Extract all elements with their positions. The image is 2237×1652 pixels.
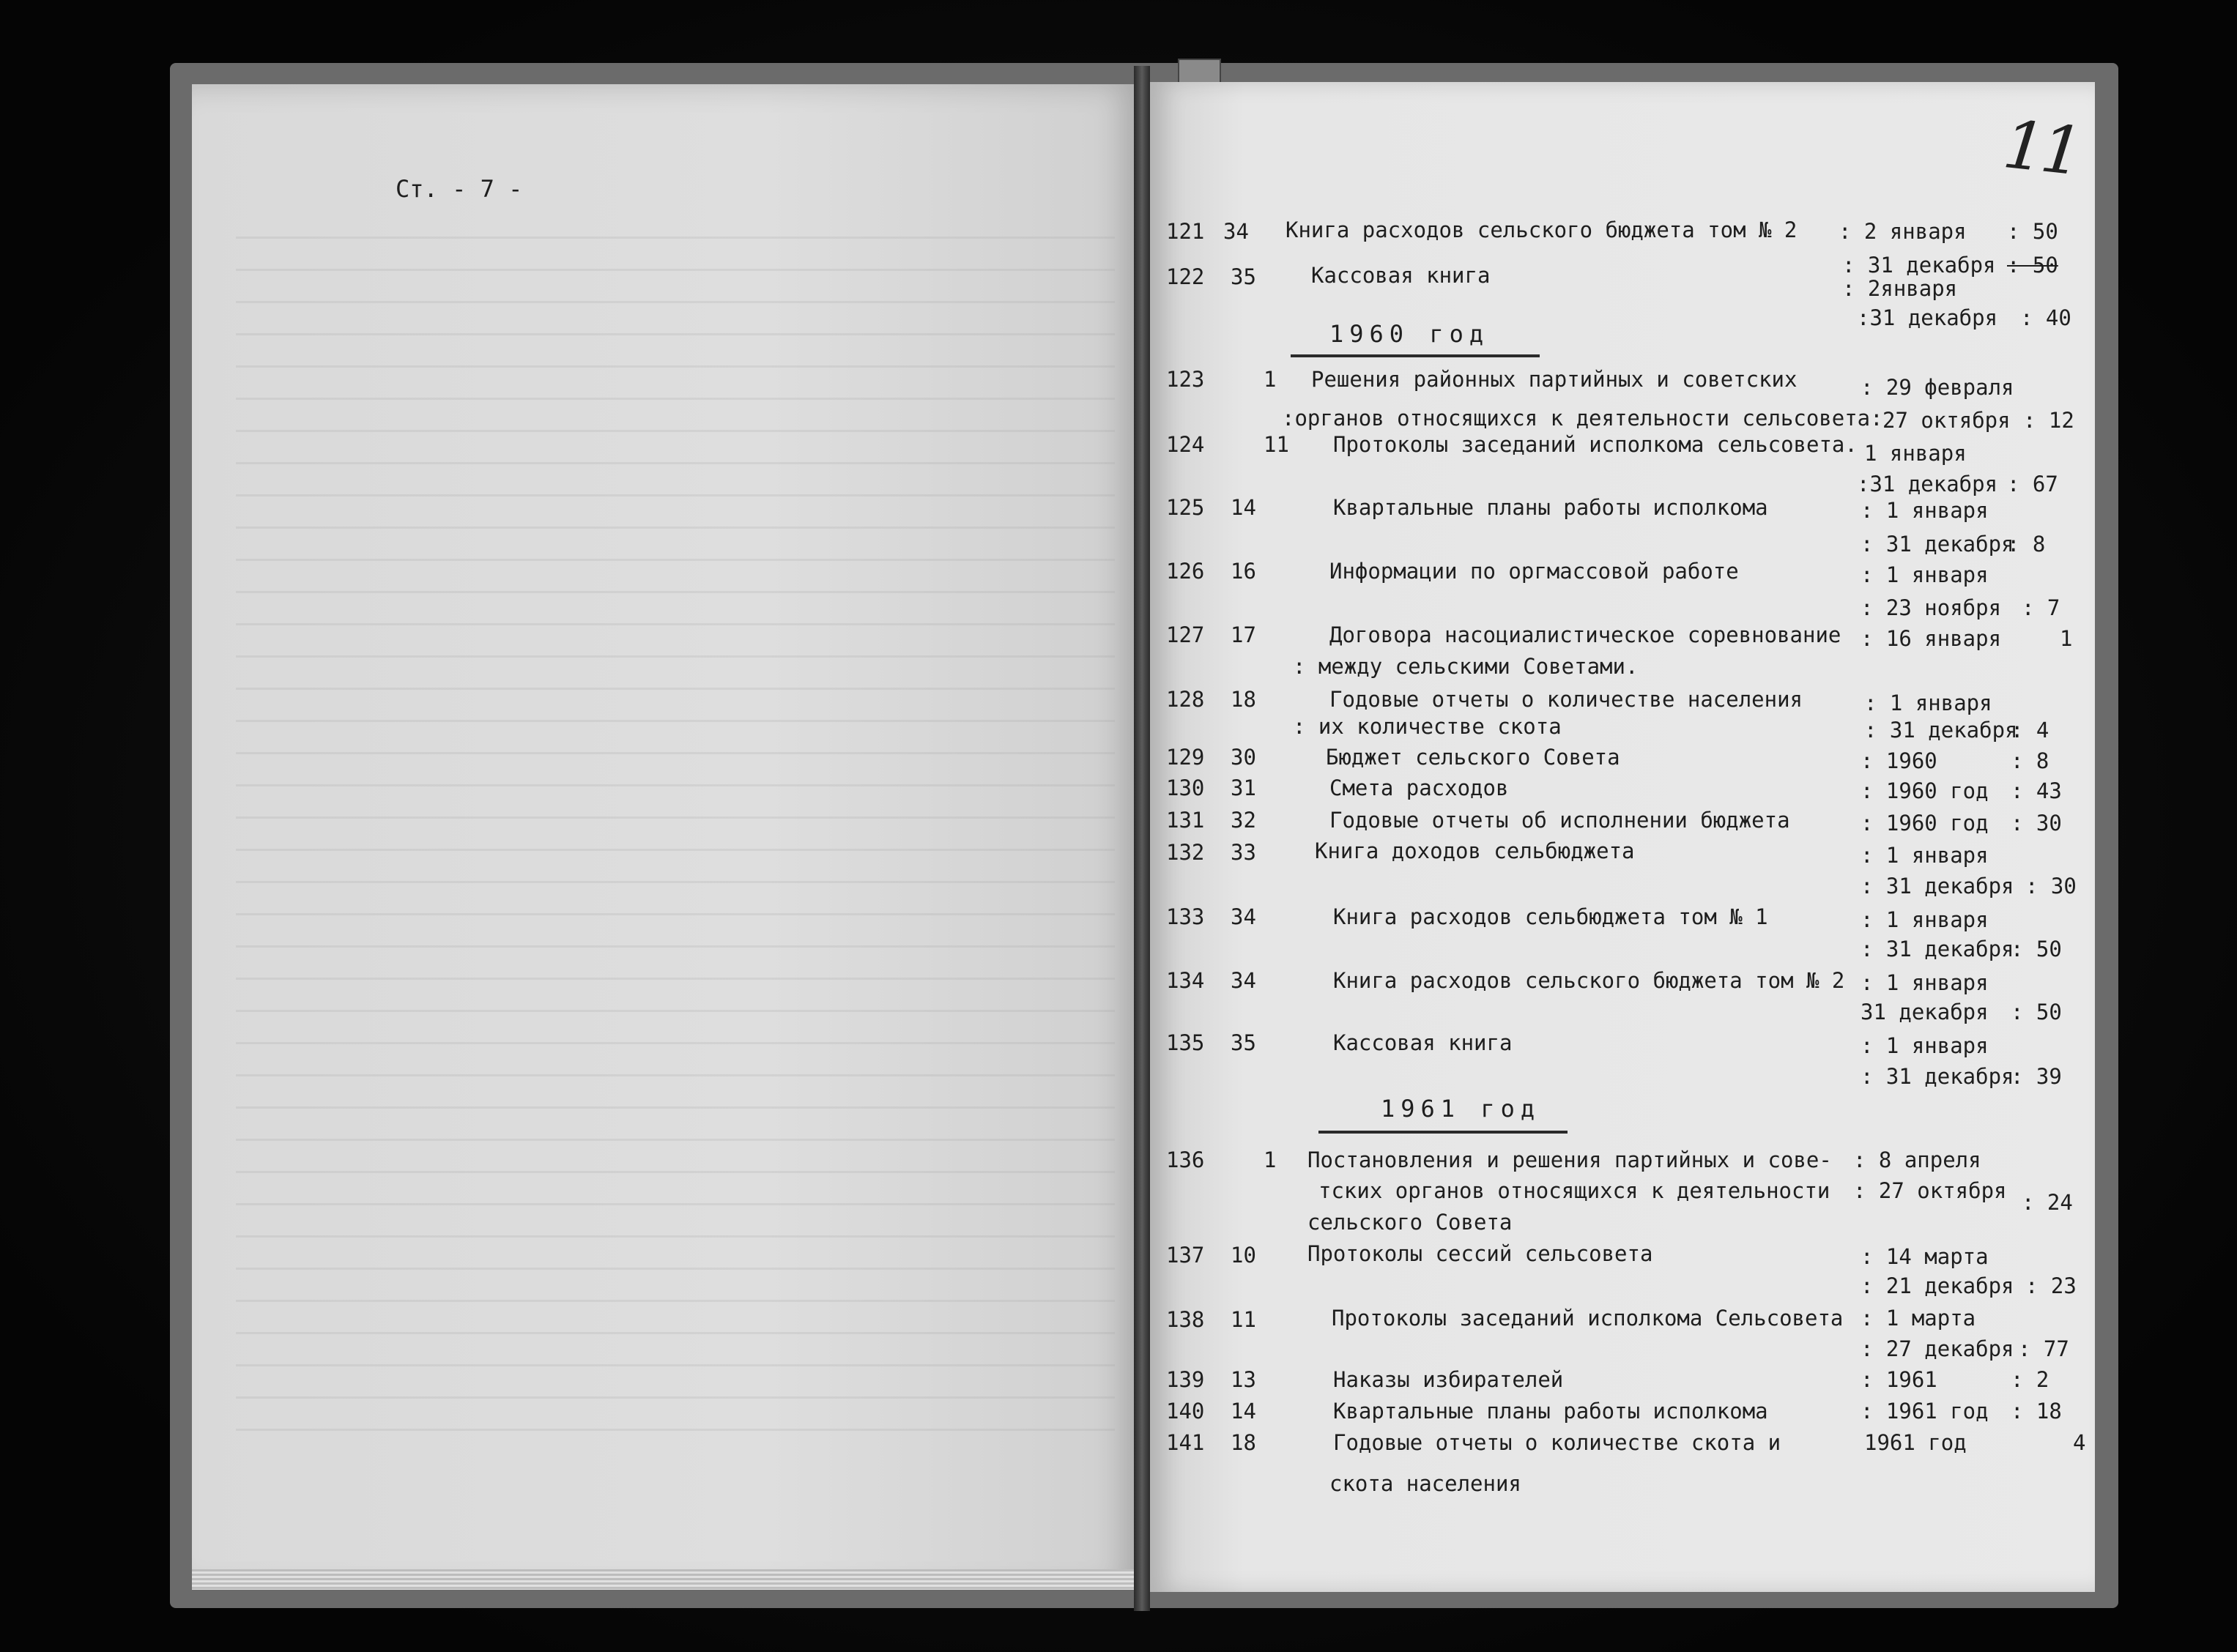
row-122-date-from: : 31 декабря xyxy=(1842,253,1996,278)
row-127-no: 127 xyxy=(1166,622,1205,647)
row-134-date-to: 31 декабря xyxy=(1861,1000,1989,1024)
row-129-date-from: : 1960 xyxy=(1861,748,1937,773)
row-134-sheets: : 50 xyxy=(2011,1000,2062,1024)
year-1961-underline xyxy=(1318,1131,1568,1134)
row-136-date-from: : 8 апреля xyxy=(1853,1147,1981,1172)
row-126-fond: 16 xyxy=(1231,559,1256,584)
row-141-title: Годовые отчеты о количестве скота и xyxy=(1333,1430,1781,1455)
row-122-title: Кассовая книга xyxy=(1311,263,1491,288)
row-121-no: 121 xyxy=(1166,219,1205,244)
row-126-title: Информации по оргмассовой работе xyxy=(1329,559,1739,584)
row-124-no: 124 xyxy=(1166,432,1205,457)
row-122b-date-to: :31 декабря xyxy=(1857,305,1998,330)
row-130-fond: 31 xyxy=(1231,775,1256,800)
left-page-bleedthrough xyxy=(236,209,1115,1454)
row-133-title: Книга расходов сельбюджета том № 1 xyxy=(1333,904,1768,929)
row-135-fond: 35 xyxy=(1231,1030,1256,1055)
row-121-date-from: : 2 января xyxy=(1839,219,1967,244)
year-1961-heading: 1961 год xyxy=(1381,1095,1541,1123)
row-136-title: Постановления и решения партийных и сове- xyxy=(1307,1147,1832,1172)
row-130-title: Смета расходов xyxy=(1329,775,1509,800)
row-132-fond: 33 xyxy=(1231,840,1256,865)
left-page xyxy=(192,84,1144,1590)
row-122-date-to: : 2января xyxy=(1842,276,1958,301)
row-141-sheets: 4 xyxy=(2073,1430,2086,1455)
row-139-sheets: : 2 xyxy=(2011,1367,2049,1392)
row-132-no: 132 xyxy=(1166,840,1205,865)
row-128-title: Годовые отчеты о количестве населения xyxy=(1329,687,1803,712)
row-121-title: Книга расходов сельского бюджета том № 2 xyxy=(1286,217,1798,242)
row-128-title2: : их количестве скота xyxy=(1293,714,1562,739)
page-edges xyxy=(192,1569,1144,1590)
row-125-sheets: : 8 xyxy=(2007,532,2046,557)
row-136-sheets: : 24 xyxy=(2022,1190,2073,1215)
row-139-fond: 13 xyxy=(1231,1367,1256,1392)
row-130-date-from: : 1960 год xyxy=(1861,778,1989,803)
row-125-date-to: : 31 декабря xyxy=(1861,532,2014,557)
row-123-date-to: 27 октября xyxy=(1882,408,2011,433)
row-130-no: 130 xyxy=(1166,775,1205,800)
row-138-fond: 11 xyxy=(1231,1307,1256,1332)
row-135-title: Кассовая книга xyxy=(1333,1030,1513,1055)
row-132-date-from: : 1 января xyxy=(1861,843,1989,868)
row-138-title: Протоколы заседаний исполкома Сельсовета xyxy=(1332,1306,1844,1331)
row-135-date-to: : 31 декабря xyxy=(1861,1064,2014,1089)
row-131-no: 131 xyxy=(1166,808,1205,833)
row-132-title: Книга доходов сельбюджета xyxy=(1315,838,1635,863)
row-123-fond: 1 xyxy=(1264,367,1277,392)
row-125-date-from: : 1 января xyxy=(1861,498,1989,523)
row-123-sheets: : 12 xyxy=(2023,408,2074,433)
row-128-sheets: : 4 xyxy=(2011,718,2049,743)
row-128-no: 128 xyxy=(1166,687,1205,712)
row-134-no: 134 xyxy=(1166,968,1205,993)
row-138-date-from: : 1 марта xyxy=(1861,1306,1976,1331)
row-136-title2: тских органов относящихся к деятельности xyxy=(1318,1178,1830,1203)
row-121-fond: 34 xyxy=(1223,219,1249,244)
row-123-title: Решения районных партийных и советских xyxy=(1311,367,1798,392)
row-127-title2: : между сельскими Советами. xyxy=(1293,654,1639,679)
row-137-title: Протоколы сессий сельсовета xyxy=(1307,1241,1653,1266)
row-132-sheets: : 30 xyxy=(2025,874,2077,898)
row-129-title: Бюджет сельского Совета xyxy=(1326,745,1620,770)
row-137-date-from: : 14 марта xyxy=(1861,1244,1989,1269)
year-1960-heading: 1960 год xyxy=(1329,320,1490,348)
row-133-sheets: : 50 xyxy=(2011,937,2062,961)
row-122b-sheets: : 40 xyxy=(2020,305,2071,330)
row-133-date-to: : 31 декабря xyxy=(1861,937,2014,961)
row-131-sheets: : 30 xyxy=(2011,811,2062,836)
row-140-no: 140 xyxy=(1166,1399,1205,1424)
row-124-date-from: 1 января xyxy=(1864,441,1967,466)
row-141-date-from: 1961 год xyxy=(1864,1430,1967,1455)
row-139-date-from: : 1961 xyxy=(1861,1367,1937,1392)
row-125-no: 125 xyxy=(1166,495,1205,520)
row-135-no: 135 xyxy=(1166,1030,1205,1055)
row-127-date-from: : 16 января xyxy=(1861,626,2002,651)
row-129-fond: 30 xyxy=(1231,745,1256,770)
row-140-date-from: : 1961 год xyxy=(1861,1399,1989,1424)
row-134-date-from: : 1 января xyxy=(1861,970,1989,995)
row-136-date-to: : 27 октября xyxy=(1853,1178,2007,1203)
row-137-date-to: : 21 декабря xyxy=(1861,1273,2014,1298)
row-135-sheets: : 39 xyxy=(2011,1064,2062,1089)
row-137-sheets: : 23 xyxy=(2025,1273,2077,1298)
row-131-fond: 32 xyxy=(1231,808,1256,833)
row-138-no: 138 xyxy=(1166,1307,1205,1332)
row-140-title: Квартальные планы работы исполкома xyxy=(1333,1399,1768,1424)
row-122-no: 122 xyxy=(1166,264,1205,289)
row-126-date-to: : 23 ноября xyxy=(1861,595,2002,620)
row-123-date-from: : 29 февраля xyxy=(1861,375,2014,400)
row-128-fond: 18 xyxy=(1231,687,1256,712)
row-124-fond: 11 xyxy=(1264,432,1289,457)
row-123-title2: :органов относящихся к деятельности сельсовета: xyxy=(1282,406,1883,431)
row-140-sheets: : 18 xyxy=(2011,1399,2062,1424)
page-header: Ст. - 7 - xyxy=(396,175,523,203)
row-134-fond: 34 xyxy=(1231,968,1256,993)
row-124-date-to: :31 декабря xyxy=(1857,472,1998,496)
row-125-title: Квартальные планы работы исполкома xyxy=(1333,495,1768,520)
row-121-sheets: : 50 xyxy=(2007,219,2058,244)
row-139-no: 139 xyxy=(1166,1367,1205,1392)
row-124-title: Протоколы заседаний исполкома сельсовета. xyxy=(1333,432,1858,457)
row-128-date-from: : 1 января xyxy=(1864,691,1992,715)
row-137-fond: 10 xyxy=(1231,1243,1256,1268)
row-126-date-from: : 1 января xyxy=(1861,562,1989,587)
folio-number: 11 xyxy=(1999,105,2082,191)
row-128-date-to: : 31 декабря xyxy=(1864,718,2018,743)
row-122-sheets: : 50 xyxy=(2007,253,2058,278)
row-131-date-from: : 1960 год xyxy=(1861,811,1989,836)
row-125-fond: 14 xyxy=(1231,495,1256,520)
row-140-fond: 14 xyxy=(1231,1399,1256,1424)
row-133-fond: 34 xyxy=(1231,904,1256,929)
book-gutter xyxy=(1134,66,1150,1611)
row-132-date-to: : 31 декабря xyxy=(1861,874,2014,898)
row-123-no: 123 xyxy=(1166,367,1205,392)
row-135-date-from: : 1 января xyxy=(1861,1033,1989,1058)
row-138-sheets: : 77 xyxy=(2018,1336,2069,1361)
row-136-fond: 1 xyxy=(1264,1147,1277,1172)
row-133-date-from: : 1 января xyxy=(1861,907,1989,932)
row-133-no: 133 xyxy=(1166,904,1205,929)
row-141-title2: скота населения xyxy=(1329,1471,1521,1496)
row-141-fond: 18 xyxy=(1231,1430,1256,1455)
row-130-sheets: : 43 xyxy=(2011,778,2062,803)
row-127-fond: 17 xyxy=(1231,622,1256,647)
row-126-no: 126 xyxy=(1166,559,1205,584)
row-124-sheets: : 67 xyxy=(2007,472,2058,496)
row-136-title3: сельского Совета xyxy=(1307,1210,1513,1235)
row-138-date-to: : 27 декабря xyxy=(1861,1336,2014,1361)
row-137-no: 137 xyxy=(1166,1243,1205,1268)
row-134-title: Книга расходов сельского бюджета том № 2 xyxy=(1333,968,1845,993)
row-139-title: Наказы избирателей xyxy=(1333,1367,1564,1392)
row-129-sheets: : 8 xyxy=(2011,748,2049,773)
row-129-no: 129 xyxy=(1166,745,1205,770)
year-1960-underline xyxy=(1291,354,1540,357)
row-127-sheets: 1 xyxy=(2060,626,2073,651)
row-131-title: Годовые отчеты об исполнении бюджета xyxy=(1329,808,1790,833)
row-136-no: 136 xyxy=(1166,1147,1205,1172)
row-122-fond: 35 xyxy=(1231,264,1256,289)
row-141-no: 141 xyxy=(1166,1430,1205,1455)
row-126-sheets: : 7 xyxy=(2022,595,2060,620)
row-127-title: Договора насоциалистическое соревнование xyxy=(1329,622,1841,647)
